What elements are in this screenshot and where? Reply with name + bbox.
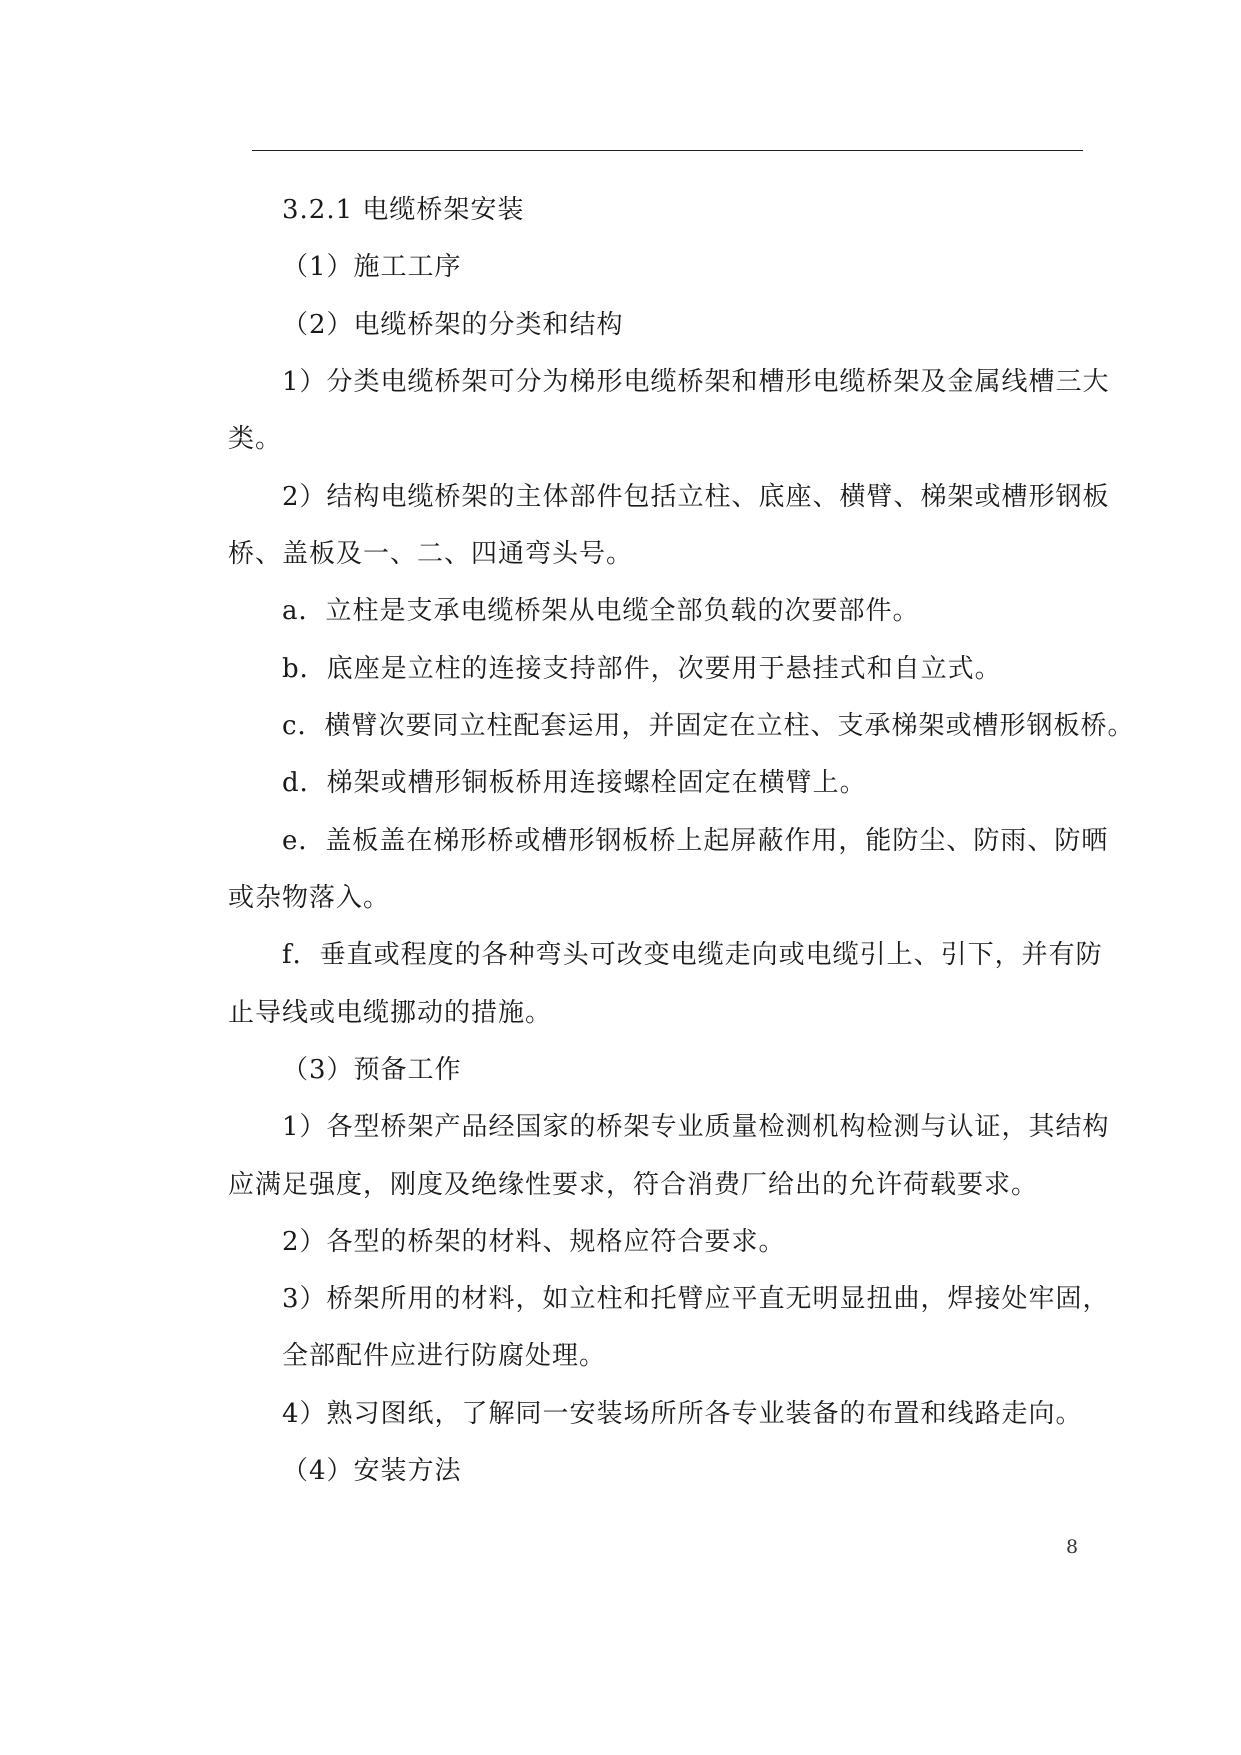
paragraph-line: c．横臂次要同立柱配套运用，并固定在立柱、支承梯架或槽形钢板桥。 <box>282 711 1135 741</box>
paragraph-line: 1）分类电缆桥架可分为梯形电缆桥架和槽形电缆桥架及金属线槽三大 <box>282 367 1110 397</box>
paragraph-line: 2）结构电缆桥架的主体部件包括立柱、底座、横臂、梯架或槽形钢板 <box>282 482 1110 512</box>
paragraph-line: a．立柱是支承电缆桥架从电缆全部负载的次要部件。 <box>282 596 920 626</box>
paragraph-line: 或杂物落入。 <box>228 883 391 913</box>
paragraph-line: 2）各型的桥架的材料、规格应符合要求。 <box>282 1227 786 1257</box>
paragraph-line: 3）桥架所用的材料，如立柱和托臂应平直无明显扭曲，焊接处牢固， <box>282 1284 1110 1314</box>
section-heading: 3.2.1 电缆桥架安装 <box>282 195 525 225</box>
paragraph-line: （1）施工工序 <box>282 252 462 282</box>
paragraph-line: （2）电缆桥架的分类和结构 <box>282 310 624 340</box>
paragraph-line: 1）各型桥架产品经国家的桥架专业质量检测机构检测与认证，其结构 <box>282 1112 1110 1142</box>
paragraph-line: d．梯架或槽形铜板桥用连接螺栓固定在横臂上。 <box>282 768 867 798</box>
header-rule <box>252 150 1083 151</box>
paragraph-line: 类。 <box>228 424 283 454</box>
page-number: 8 <box>1066 1536 1079 1558</box>
paragraph-line: 桥、盖板及一、二、四通弯头号。 <box>228 539 634 569</box>
paragraph-line: （4）安装方法 <box>282 1456 462 1486</box>
paragraph-line: 全部配件应进行防腐处理。 <box>282 1341 607 1371</box>
paragraph-line: 应满足强度，刚度及绝缘性要求，符合消费厂给出的允许荷载要求。 <box>228 1170 1039 1200</box>
paragraph-line: 止导线或电缆挪动的措施。 <box>228 998 553 1028</box>
paragraph-line: b．底座是立柱的连接支持部件，次要用于悬挂式和自立式。 <box>282 654 1002 684</box>
paragraph-line: 4）熟习图纸，了解同一安装场所所各专业装备的布置和线路走向。 <box>282 1399 1083 1429</box>
paragraph-line: f．垂直或程度的各种弯头可改变电缆走向或电缆引上、引下，并有防 <box>282 940 1103 970</box>
paragraph-line: e．盖板盖在梯形桥或槽形钢板桥上起屏蔽作用，能防尘、防雨、防晒 <box>282 826 1109 856</box>
paragraph-line: （3）预备工作 <box>282 1055 462 1085</box>
